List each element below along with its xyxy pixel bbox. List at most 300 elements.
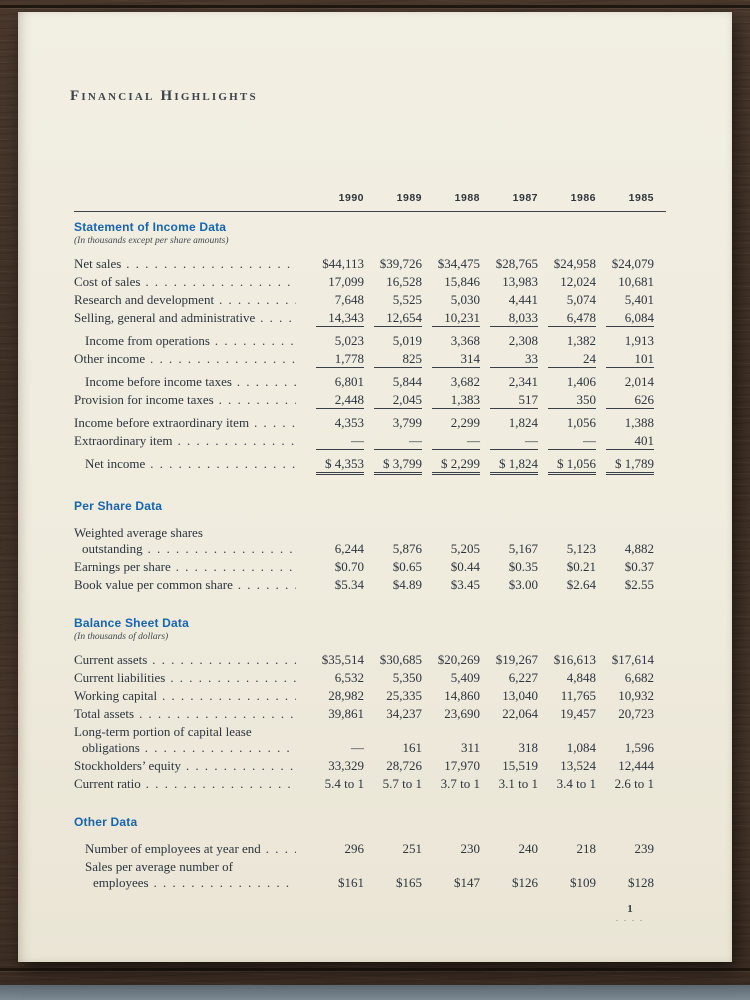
value-cell xyxy=(422,578,480,592)
table-section xyxy=(74,499,666,594)
row-label-cell xyxy=(74,777,306,791)
table-row xyxy=(74,687,666,705)
value: 4,353 xyxy=(334,415,364,430)
value: 218 xyxy=(576,841,596,856)
value: 2,448 xyxy=(316,393,364,409)
value-cell xyxy=(306,293,364,307)
value-cell xyxy=(538,434,596,450)
value: 239 xyxy=(634,841,654,856)
value-cell xyxy=(596,375,654,389)
section-heading: Balance Sheet Data xyxy=(74,616,189,630)
value-cell xyxy=(364,275,422,289)
value-cell xyxy=(364,334,422,348)
table-row xyxy=(74,757,666,775)
value: 7,648 xyxy=(334,292,364,307)
value-cell xyxy=(480,707,538,721)
value-cell xyxy=(422,375,480,389)
value: $20,269 xyxy=(437,652,480,667)
row-label-cell xyxy=(74,707,306,721)
year-label: 1986 xyxy=(570,192,596,204)
value: — xyxy=(432,434,480,450)
row-label: outstanding xyxy=(82,541,143,556)
value: $2.55 xyxy=(624,577,654,592)
row-label-cell xyxy=(74,876,306,890)
year-label: 1985 xyxy=(628,192,654,204)
value-cell xyxy=(306,842,364,856)
value: $0.37 xyxy=(624,559,654,574)
table-row-line xyxy=(74,757,666,775)
value: $161 xyxy=(338,875,364,890)
value: $0.70 xyxy=(334,559,364,574)
value: 10,932 xyxy=(618,688,654,703)
value: $ 2,299 xyxy=(432,457,480,475)
row-label: Net income xyxy=(85,456,146,471)
table-row-line xyxy=(74,391,666,411)
table-row-line xyxy=(74,669,666,687)
value-cell xyxy=(480,334,538,348)
table-row-line xyxy=(74,373,666,391)
table-section xyxy=(74,616,666,793)
value-cell xyxy=(538,759,596,773)
row-label-cell xyxy=(74,759,306,773)
value: 28,982 xyxy=(328,688,364,703)
value: 240 xyxy=(518,841,538,856)
value-cell xyxy=(422,777,480,791)
page-number: 1 xyxy=(627,903,633,915)
table-row xyxy=(74,373,666,391)
value-cell xyxy=(538,393,596,409)
value: $ 1,824 xyxy=(490,457,538,475)
value: 20,723 xyxy=(618,706,654,721)
value-cell xyxy=(364,560,422,574)
value: $147 xyxy=(454,875,480,890)
value-cell xyxy=(364,671,422,685)
value: 6,682 xyxy=(624,670,654,685)
dot-leader xyxy=(254,416,296,430)
value-cell xyxy=(422,759,480,773)
value-cell xyxy=(596,671,654,685)
value: 1,084 xyxy=(566,740,596,755)
year-label: 1989 xyxy=(396,192,422,204)
value: $0.65 xyxy=(392,559,422,574)
value-cell xyxy=(422,416,480,430)
table-row-line xyxy=(74,739,666,757)
value: 39,861 xyxy=(328,706,364,721)
row-label-cell xyxy=(74,671,306,685)
value: $4.89 xyxy=(392,577,422,592)
row-label: Working capital xyxy=(74,688,158,703)
dot-leader xyxy=(145,741,296,755)
value: — xyxy=(316,434,364,450)
value-cell xyxy=(480,653,538,667)
page-title: Financial Highlights xyxy=(70,88,258,104)
value-cell xyxy=(422,876,480,890)
report-page xyxy=(18,12,732,962)
value-cell xyxy=(422,393,480,409)
value-cell xyxy=(306,759,364,773)
value-cell xyxy=(306,671,364,685)
value: 12,024 xyxy=(560,274,596,289)
value-cell xyxy=(306,393,364,409)
value-cell xyxy=(538,707,596,721)
value-cell xyxy=(422,671,480,685)
value-cell xyxy=(596,257,654,271)
year-label: 1987 xyxy=(512,192,538,204)
value: $16,613 xyxy=(553,652,596,667)
value: 5,205 xyxy=(450,541,480,556)
value: 6,084 xyxy=(606,311,654,327)
value-cell xyxy=(364,393,422,409)
table-row xyxy=(74,840,666,858)
table-row-line xyxy=(74,705,666,723)
year-header-row xyxy=(74,189,666,212)
value-cell xyxy=(596,275,654,289)
value-cell xyxy=(422,275,480,289)
value-cell xyxy=(306,578,364,592)
row-label: obligations xyxy=(82,740,140,755)
value-cell xyxy=(480,741,538,755)
year-label: 1988 xyxy=(454,192,480,204)
value-cell xyxy=(306,707,364,721)
value: 17,970 xyxy=(444,758,480,773)
row-label-line1: Sales per average number of xyxy=(85,859,233,874)
value: 3,799 xyxy=(392,415,422,430)
value: 318 xyxy=(518,740,538,755)
value-cell xyxy=(422,741,480,755)
value-cell xyxy=(480,777,538,791)
value-cell xyxy=(480,876,538,890)
value-cell xyxy=(596,560,654,574)
value-cell xyxy=(306,741,364,755)
value-cell xyxy=(596,777,654,791)
value: $0.21 xyxy=(566,559,596,574)
value-cell xyxy=(596,741,654,755)
row-label-cell xyxy=(74,352,306,366)
value: 6,801 xyxy=(334,374,364,389)
value-cell xyxy=(596,334,654,348)
dot-leader xyxy=(150,457,296,471)
value: 15,519 xyxy=(502,758,538,773)
value: 5,409 xyxy=(450,670,480,685)
row-label-cell xyxy=(74,334,306,348)
value: 2,299 xyxy=(450,415,480,430)
wood-seam-top xyxy=(0,5,750,8)
table-row xyxy=(74,524,666,558)
row-label: Current assets xyxy=(74,652,148,667)
value-cell xyxy=(422,311,480,327)
value-cell xyxy=(538,334,596,348)
value: 3,682 xyxy=(450,374,480,389)
value: $24,958 xyxy=(553,256,596,271)
table-row-line xyxy=(74,840,666,858)
value-cell xyxy=(538,777,596,791)
value-cell xyxy=(480,257,538,271)
value: 626 xyxy=(606,393,654,409)
value-cell xyxy=(596,759,654,773)
value-cell xyxy=(480,434,538,450)
table-row-line xyxy=(74,558,666,576)
value: $3.00 xyxy=(508,577,538,592)
dot-leader xyxy=(178,434,296,448)
row-label: Stockholders’ equity xyxy=(74,758,181,773)
table-row-line xyxy=(74,332,666,350)
value-cell xyxy=(596,311,654,327)
value-cell xyxy=(364,457,422,475)
value: $34,475 xyxy=(437,256,480,271)
value-cell xyxy=(480,560,538,574)
footer-dots: . . . . xyxy=(616,914,644,923)
value-cell xyxy=(538,876,596,890)
value-cell xyxy=(306,653,364,667)
value: 6,244 xyxy=(334,541,364,556)
value-cell xyxy=(596,842,654,856)
value-cell xyxy=(422,334,480,348)
value-cell xyxy=(480,671,538,685)
value: 230 xyxy=(460,841,480,856)
value-cell xyxy=(538,457,596,475)
value: 1,383 xyxy=(432,393,480,409)
table-row xyxy=(74,350,666,370)
dot-leader xyxy=(139,707,296,721)
row-label: Earnings per share xyxy=(74,559,171,574)
section-heading: Statement of Income Data xyxy=(74,220,227,234)
row-label-cell xyxy=(74,542,306,556)
value: 6,227 xyxy=(508,670,538,685)
row-label-cell xyxy=(74,741,306,755)
row-label: employees xyxy=(93,875,149,890)
section-note: (In thousands except per share amounts) xyxy=(74,236,229,246)
value: $28,765 xyxy=(495,256,538,271)
value-cell xyxy=(306,311,364,327)
value-cell xyxy=(306,542,364,556)
value-cell xyxy=(364,352,422,368)
value: 22,064 xyxy=(502,706,538,721)
row-label-cell xyxy=(74,375,306,389)
row-label: Net sales xyxy=(74,256,122,271)
dot-leader xyxy=(150,352,296,366)
value-cell xyxy=(364,777,422,791)
value: 5.7 to 1 xyxy=(382,776,422,791)
value: 13,983 xyxy=(502,274,538,289)
value: $44,113 xyxy=(322,256,364,271)
value-cell xyxy=(364,842,422,856)
value: 6,478 xyxy=(548,311,596,327)
value-cell xyxy=(364,689,422,703)
value-cell xyxy=(364,741,422,755)
table-row xyxy=(74,391,666,411)
value: $24,079 xyxy=(611,256,654,271)
value-cell xyxy=(538,375,596,389)
row-label-cell xyxy=(74,257,306,271)
value: 4,441 xyxy=(508,292,538,307)
dot-leader xyxy=(146,777,296,791)
value-cell xyxy=(364,375,422,389)
value: 1,406 xyxy=(566,374,596,389)
value: 5,167 xyxy=(508,541,538,556)
value-cell xyxy=(364,759,422,773)
dot-leader xyxy=(145,275,296,289)
value: $2.64 xyxy=(566,577,596,592)
value-cell xyxy=(306,560,364,574)
table-row xyxy=(74,858,666,892)
row-label: Extraordinary item xyxy=(74,433,173,448)
table-row-line xyxy=(74,350,666,370)
value-cell xyxy=(538,311,596,327)
value: 3,368 xyxy=(450,333,480,348)
value-cell xyxy=(364,653,422,667)
value: $3.45 xyxy=(450,577,480,592)
value: $39,726 xyxy=(379,256,422,271)
year-label: 1990 xyxy=(338,192,364,204)
value: 2,308 xyxy=(508,333,538,348)
value: 5,525 xyxy=(392,292,422,307)
page-number-block xyxy=(610,903,650,923)
value-cell xyxy=(596,876,654,890)
value: 1,913 xyxy=(624,333,654,348)
value: 4,848 xyxy=(566,670,596,685)
value-cell xyxy=(306,334,364,348)
value: 28,726 xyxy=(386,758,422,773)
value-cell xyxy=(306,275,364,289)
value-cell xyxy=(306,457,364,475)
row-label-cell xyxy=(74,275,306,289)
table-row-line xyxy=(74,291,666,309)
table-row-line xyxy=(74,455,666,477)
row-label: Total assets xyxy=(74,706,135,721)
value-cell xyxy=(480,293,538,307)
value-cell xyxy=(538,293,596,307)
table-row xyxy=(74,775,666,793)
value-cell xyxy=(422,689,480,703)
row-label: Research and development xyxy=(74,292,215,307)
value-cell xyxy=(596,578,654,592)
value: 24 xyxy=(548,352,596,368)
value-cell xyxy=(480,375,538,389)
value: 2,341 xyxy=(508,374,538,389)
value: 5,023 xyxy=(334,333,364,348)
value-cell xyxy=(480,393,538,409)
value: $30,685 xyxy=(379,652,422,667)
table-row xyxy=(74,332,666,350)
row-label-cell xyxy=(74,689,306,703)
table-row xyxy=(74,558,666,576)
value: 2,045 xyxy=(374,393,422,409)
row-label: Book value per common share xyxy=(74,577,233,592)
row-label-cell xyxy=(74,578,306,592)
dot-leader xyxy=(162,689,296,703)
value: $35,514 xyxy=(321,652,364,667)
table-row xyxy=(74,309,666,329)
value: 14,343 xyxy=(316,311,364,327)
value: $ 4,353 xyxy=(316,457,364,475)
value-cell xyxy=(596,653,654,667)
value: 311 xyxy=(460,740,480,755)
row-label-cell xyxy=(74,434,306,448)
table-row-line xyxy=(74,273,666,291)
value: $19,267 xyxy=(495,652,538,667)
value: 5,844 xyxy=(392,374,422,389)
value: 101 xyxy=(606,352,654,368)
value-cell xyxy=(364,434,422,450)
value: 25,335 xyxy=(386,688,422,703)
value-cell xyxy=(596,542,654,556)
value-cell xyxy=(596,416,654,430)
value: 10,231 xyxy=(432,311,480,327)
dot-leader xyxy=(154,876,296,890)
value-cell xyxy=(538,689,596,703)
value-cell xyxy=(422,542,480,556)
value-cell xyxy=(538,542,596,556)
row-label-cell xyxy=(74,842,306,856)
value-cell xyxy=(480,311,538,327)
table-row xyxy=(74,255,666,273)
row-label: Provision for income taxes xyxy=(74,392,214,407)
value-cell xyxy=(480,689,538,703)
value: 1,388 xyxy=(624,415,654,430)
value-cell xyxy=(422,842,480,856)
value: 5,123 xyxy=(566,541,596,556)
value-cell xyxy=(364,257,422,271)
value-cell xyxy=(364,311,422,327)
value-cell xyxy=(538,352,596,368)
value: 3.7 to 1 xyxy=(440,776,480,791)
value: 3.1 to 1 xyxy=(498,776,538,791)
dot-leader xyxy=(170,671,296,685)
value: $0.44 xyxy=(450,559,480,574)
row-label: Cost of sales xyxy=(74,274,141,289)
table-row xyxy=(74,432,666,452)
dot-leader xyxy=(260,311,296,325)
value: 15,846 xyxy=(444,274,480,289)
value: $109 xyxy=(570,875,596,890)
value: 16,528 xyxy=(386,274,422,289)
table-row-line xyxy=(74,540,666,558)
value: 33,329 xyxy=(328,758,364,773)
section-heading: Per Share Data xyxy=(74,499,163,513)
value-cell xyxy=(538,560,596,574)
table-section xyxy=(74,815,666,892)
value: 350 xyxy=(548,393,596,409)
value: 6,532 xyxy=(334,670,364,685)
table-row xyxy=(74,291,666,309)
section-note: (In thousands of dollars) xyxy=(74,632,169,642)
table-row xyxy=(74,705,666,723)
value-cell xyxy=(480,842,538,856)
value: 1,596 xyxy=(624,740,654,755)
value: $ 1,789 xyxy=(606,457,654,475)
value: — xyxy=(351,740,364,755)
table-row xyxy=(74,273,666,291)
table-row-line xyxy=(74,651,666,669)
value: 12,444 xyxy=(618,758,654,773)
table-row xyxy=(74,414,666,432)
value: 5,401 xyxy=(624,292,654,307)
row-label: Number of employees at year end xyxy=(85,841,261,856)
dot-leader xyxy=(219,393,296,407)
value: 5.4 to 1 xyxy=(324,776,364,791)
value-cell xyxy=(422,707,480,721)
value-cell xyxy=(538,842,596,856)
dot-leader xyxy=(176,560,296,574)
table-section xyxy=(74,220,666,477)
value: 401 xyxy=(606,434,654,450)
value: 14,860 xyxy=(444,688,480,703)
value-cell xyxy=(480,275,538,289)
value-cell xyxy=(480,457,538,475)
value-cell xyxy=(306,434,364,450)
value: 33 xyxy=(490,352,538,368)
value: 12,654 xyxy=(374,311,422,327)
